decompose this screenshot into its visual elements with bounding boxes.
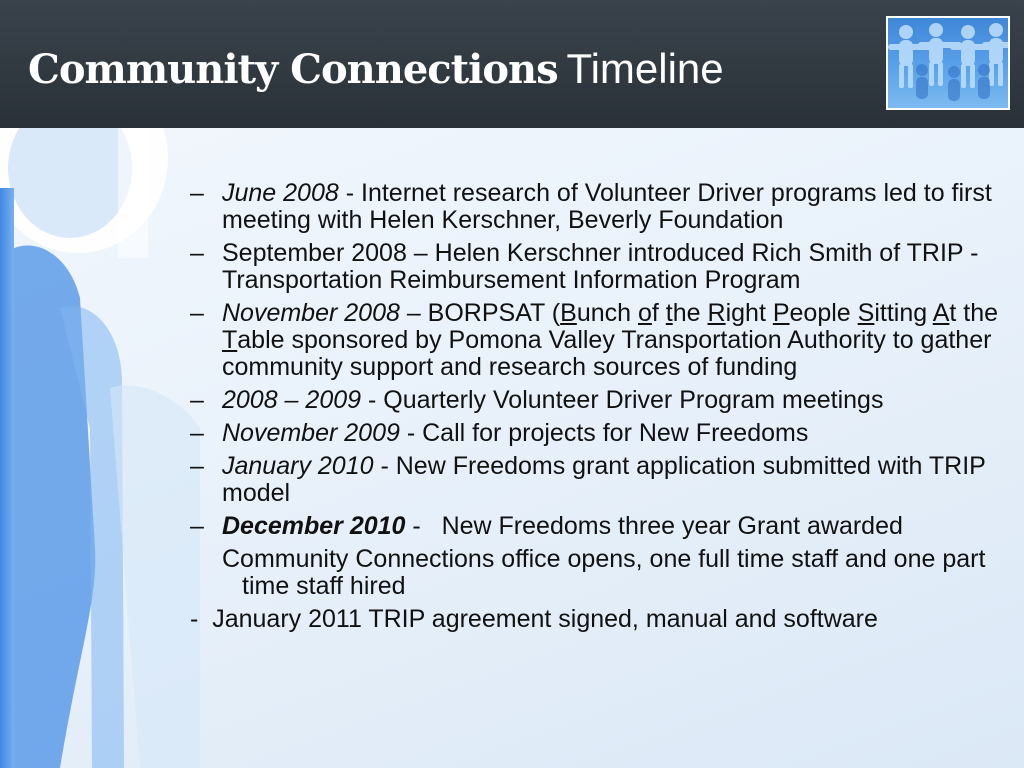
people-chain-icon (886, 16, 1010, 110)
timeline-item-november-2009 (190, 420, 1020, 447)
item-date: January 2010 (222, 452, 374, 480)
item-text: - New Freedoms grant application submitted with TRIP model (222, 452, 986, 507)
acronym-letter: R (707, 299, 726, 327)
item-date: 2008 – 2009 (222, 386, 362, 414)
acronym-rest: f (651, 299, 666, 327)
item-text: - Quarterly Volunteer Driver Program meetings (361, 386, 884, 414)
item-date: November 2009 (222, 419, 400, 447)
acronym-rest: he (672, 299, 708, 327)
item-text: - Call for projects for New Freedoms (399, 419, 809, 447)
acronym-rest: t the (949, 299, 999, 327)
person-silhouette-graphic (0, 128, 200, 768)
people-chain-graphic (888, 18, 1008, 108)
timeline-item-november-2008 (190, 300, 1020, 381)
background-people-decoration (0, 128, 200, 768)
item-prefix: – BORPSAT ( (399, 299, 561, 327)
acronym-rest: ight (725, 299, 773, 327)
timeline-item-2008-2009 (190, 387, 1020, 414)
item-date: June 2008 (222, 179, 339, 207)
acronym-letter: B (560, 299, 577, 327)
title-bold: Community Connections (28, 46, 558, 93)
bullet-dash: – (190, 452, 204, 480)
bullet-dash: – (190, 386, 204, 414)
item-text: - Internet research of Volunteer Driver programs led to first meeting with Helen Kerschner, Beverly Foundation (222, 179, 992, 234)
continuation-text: Community Connections office opens, one full time staff and one part time staff hired (222, 545, 986, 600)
slide-header (0, 0, 1024, 128)
acronym-letter: t (665, 299, 673, 327)
item-text: September 2008 – Helen Kerschner introduced Rich Smith of TRIP - Transportation Reimbursement Information Program (222, 239, 979, 294)
item-text: - January 2011 TRIP agreement signed, manual and software (190, 605, 878, 633)
timeline-item-december-2010 (190, 513, 1020, 540)
acronym-letter: P (772, 299, 790, 327)
bullet-dash: – (190, 419, 204, 447)
bullet-dash: – (190, 239, 204, 267)
item-text: - New Freedoms three year Grant awarded (405, 512, 903, 540)
timeline-item-january-2010 (190, 453, 1020, 507)
acronym-letter: T (222, 326, 238, 354)
timeline-continuation (190, 546, 1020, 600)
item-suffix: sponsored by Pomona Valley Transportation Authority to gather community support and research sources of funding (222, 326, 992, 381)
timeline-list (190, 180, 1020, 633)
timeline-item-september-2008 (190, 240, 1020, 294)
acronym-letter: A (932, 299, 950, 327)
item-date: November 2008 (222, 299, 400, 327)
acronym-letter: S (857, 299, 875, 327)
acronym-rest: eople (789, 299, 858, 327)
bullet-dash: – (190, 512, 204, 540)
slide-title (28, 45, 724, 93)
timeline-item-january-2011 (190, 606, 1020, 633)
timeline-item-june-2008 (190, 180, 1020, 234)
title-light: Timeline (566, 45, 724, 92)
bullet-dash: – (190, 179, 204, 207)
acronym-rest: itting (874, 299, 933, 327)
bullet-dash: – (190, 299, 204, 327)
item-date: December 2010 (222, 512, 406, 540)
acronym-rest: able (237, 326, 285, 354)
acronym-letter: o (637, 299, 652, 327)
acronym-rest: unch (576, 299, 638, 327)
